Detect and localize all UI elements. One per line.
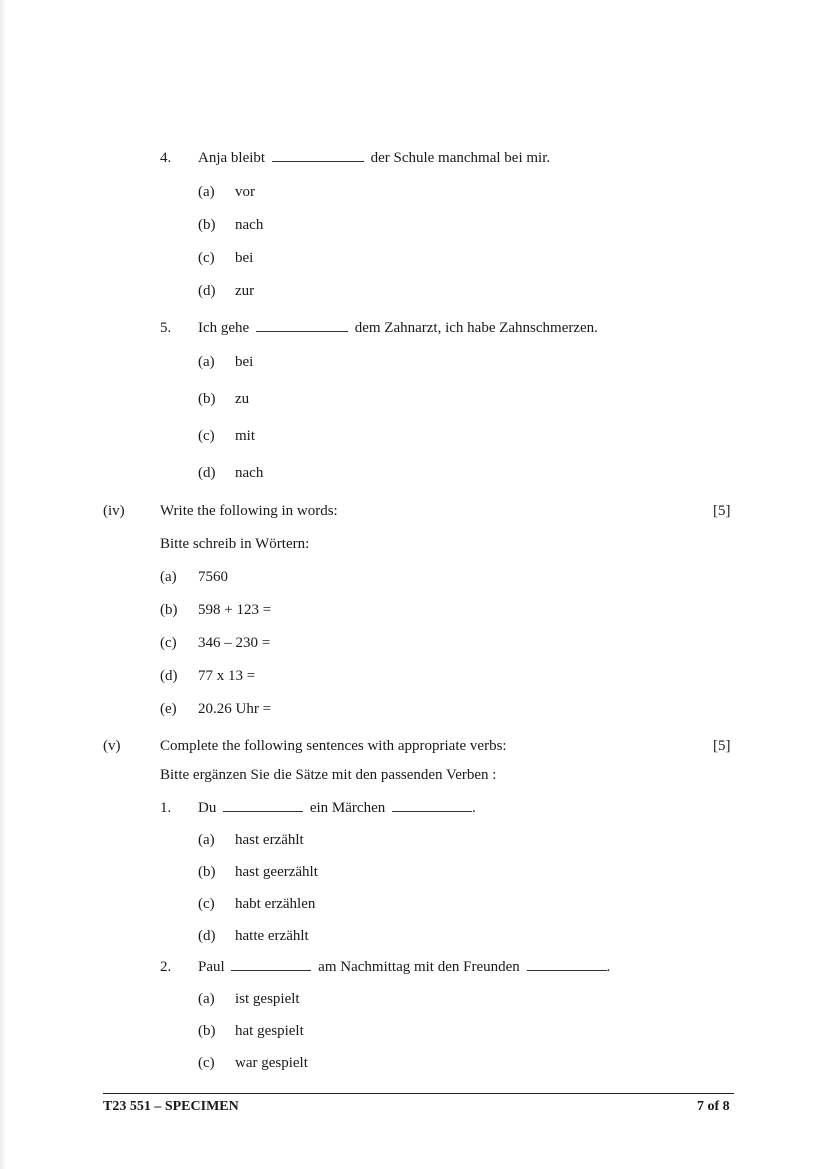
- q4-option-b-text: nach: [235, 217, 264, 233]
- v-q2-part2: am Nachmittag mit den Freunden: [318, 959, 520, 975]
- v-q1-option-b-text: hast geerzählt: [235, 864, 318, 880]
- q4-option-b-label: (b): [198, 217, 216, 233]
- v-q2-sentence: [198, 958, 610, 976]
- v-q1-blank-1: [223, 799, 303, 812]
- v-q2-blank-1: [231, 958, 311, 971]
- section-iv-marks: [5]: [713, 503, 731, 519]
- scan-edge: [0, 0, 6, 1169]
- q4-option-a-text: vor: [235, 184, 255, 200]
- q5-option-d-text: nach: [235, 465, 264, 481]
- v-q1-number: 1.: [160, 800, 172, 816]
- q5-option-a-label: (a): [198, 354, 215, 370]
- v-q1-option-c-label: (c): [198, 896, 215, 912]
- v-q2-blank-2: [527, 958, 607, 971]
- v-q2-option-a-text: ist gespielt: [235, 991, 300, 1007]
- section-iv-item-e-label: (e): [160, 701, 177, 717]
- section-iv-item-e-text: 20.26 Uhr =: [198, 701, 272, 717]
- v-q1-part1: Du: [198, 800, 217, 816]
- q4-option-d-label: (d): [198, 283, 216, 299]
- section-v-instruction-de: Bitte ergänzen Sie die Sätze mit den passenden Verben :: [160, 767, 497, 783]
- q4-sentence: [198, 149, 550, 167]
- v-q1-option-d-label: (d): [198, 928, 216, 944]
- q4-before: Anja bleibt: [198, 150, 266, 166]
- q5-option-b-text: zu: [235, 391, 250, 407]
- section-iv-item-b-label: (b): [160, 602, 178, 618]
- section-v-number: (v): [103, 738, 121, 754]
- q4-option-a-label: (a): [198, 184, 215, 200]
- v-q1-option-a-text: hast erzählt: [235, 832, 304, 848]
- v-q1-option-a-label: (a): [198, 832, 215, 848]
- q4-option-c-label: (c): [198, 250, 215, 266]
- section-iv-item-c-label: (c): [160, 635, 177, 651]
- q4-after: der Schule manchmal bei mir.: [370, 150, 551, 166]
- v-q2-option-c-label: (c): [198, 1055, 215, 1071]
- section-iv-item-c-text: 346 – 230 =: [198, 635, 271, 651]
- q5-sentence: [198, 319, 598, 337]
- v-q1-option-c-text: habt erzählen: [235, 896, 316, 912]
- q5-number: 5.: [160, 320, 172, 336]
- section-v-marks: [5]: [713, 738, 731, 754]
- section-v-instruction-en: Complete the following sentences with appropriate verbs:: [160, 738, 507, 754]
- v-q1-option-b-label: (b): [198, 864, 216, 880]
- q5-blank: [256, 319, 348, 332]
- q5-before: Ich gehe: [198, 320, 250, 336]
- v-q2-end: .: [606, 959, 611, 975]
- q4-option-d-text: zur: [235, 283, 255, 299]
- footer-rule: [103, 1093, 734, 1094]
- v-q2-option-c-text: war gespielt: [235, 1055, 308, 1071]
- v-q2-part1: Paul: [198, 959, 225, 975]
- q5-after: dem Zahnarzt, ich habe Zahnschmerzen.: [354, 320, 598, 336]
- q5-option-b-label: (b): [198, 391, 216, 407]
- v-q1-sentence: [198, 799, 476, 817]
- q4-blank: [272, 149, 364, 162]
- v-q1-end: .: [471, 800, 476, 816]
- v-q2-number: 2.: [160, 959, 172, 975]
- v-q2-option-b-text: hat gespielt: [235, 1023, 304, 1039]
- q5-option-a-text: bei: [235, 354, 254, 370]
- v-q2-option-a-label: (a): [198, 991, 215, 1007]
- footer-code: T23 551 – SPECIMEN: [103, 1099, 239, 1114]
- q4-number: 4.: [160, 150, 172, 166]
- q4-option-c-text: bei: [235, 250, 254, 266]
- v-q1-part2: ein Märchen: [309, 800, 386, 816]
- section-iv-item-a-label: (a): [160, 569, 177, 585]
- v-q2-option-b-label: (b): [198, 1023, 216, 1039]
- section-iv-item-d-text: 77 x 13 =: [198, 668, 256, 684]
- v-q1-blank-2: [392, 799, 472, 812]
- section-iv-item-d-label: (d): [160, 668, 178, 684]
- q5-option-c-label: (c): [198, 428, 215, 444]
- v-q1-option-d-text: hatte erzählt: [235, 928, 309, 944]
- footer-page-number: 7 of 8: [697, 1099, 730, 1114]
- section-iv-instruction-de: Bitte schreib in Wörtern:: [160, 536, 310, 552]
- section-iv-number: (iv): [103, 503, 125, 519]
- q5-option-d-label: (d): [198, 465, 216, 481]
- q5-option-c-text: mit: [235, 428, 256, 444]
- section-iv-item-a-text: 7560: [198, 569, 228, 585]
- section-iv-instruction-en: Write the following in words:: [160, 503, 338, 519]
- section-iv-item-b-text: 598 + 123 =: [198, 602, 272, 618]
